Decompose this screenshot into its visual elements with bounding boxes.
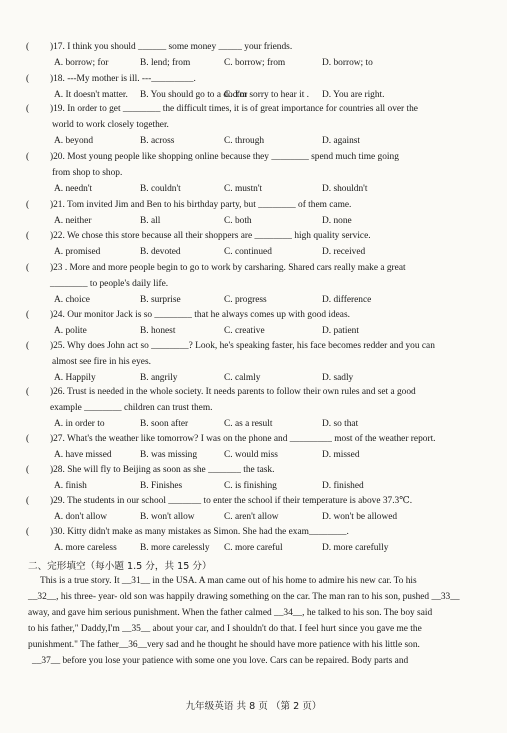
question-text: Most young people like shopping online because they ________ spend much time going <box>64 152 399 162</box>
option-c: C. calmly <box>224 373 261 383</box>
page-footer: 九年级英语 共 8 页 （第 2 页） <box>185 701 322 712</box>
answer-paren: ( <box>26 465 30 475</box>
question-stem-wrap <box>50 261 476 276</box>
option-d: D. more carefully <box>322 543 389 553</box>
option-d: D. finished <box>322 481 364 491</box>
question-text: In order to get ________ the difficult times, it is of great importance for countries all over the <box>64 104 418 114</box>
question-stem-wrap <box>50 72 476 87</box>
question-number: )22. <box>50 231 65 241</box>
question-text: Why does John act so ________? Look, he's speaking faster, his face becomes redder and you can <box>64 341 435 351</box>
option-b: B. surprise <box>140 295 181 305</box>
question-stem-wrap <box>50 463 476 478</box>
option-b: B. was missing <box>140 450 198 460</box>
question-text: Our monitor Jack is so ________ that he always comes up with good ideas. <box>64 310 350 320</box>
option-d: D. against <box>322 136 361 146</box>
question-text: Trust is needed in the whole society. It needs parents to follow their own rules and set a good <box>64 387 416 397</box>
option-a: A. beyond <box>54 136 94 146</box>
question-stem-wrap <box>50 229 476 244</box>
option-b: B. honest <box>140 326 176 336</box>
option-c: C. mustn't <box>224 184 263 194</box>
answer-paren: ( <box>26 310 30 320</box>
option-d: D. shouldn't <box>322 184 368 194</box>
answer-paren: ( <box>26 231 30 241</box>
option-d: D. patient <box>322 326 359 336</box>
question-number: )29. <box>50 496 65 506</box>
question-text-line2: ________ to people's daily life. <box>50 279 169 289</box>
question-number: )24. <box>50 310 65 320</box>
passage-line: __32__, his three- year- old son was happily drawing something on the car. The man ran to his son, pushed __33__ <box>28 592 460 602</box>
option-b: B. devoted <box>140 247 181 257</box>
option-a: A. finish <box>54 481 87 491</box>
answer-paren: ( <box>26 527 30 537</box>
option-a: A. neither <box>54 216 92 226</box>
section-title: 二、完形填空（每小题 1.5 分，共 15 分） <box>28 561 212 572</box>
question-stem-wrap <box>50 525 476 540</box>
passage-line: away, and gave him serious punishment. When the father calmed __34__, he talked to his son. The boy said <box>28 608 433 618</box>
answer-paren: ( <box>26 152 30 162</box>
question-text: Kitty didn't make as many mistakes as Simon. She had the exam________. <box>64 527 349 537</box>
option-b: B. across <box>140 136 175 146</box>
option-d: D. borrow; to <box>322 58 373 68</box>
answer-paren: ( <box>26 200 30 210</box>
option-b: B. couldn't <box>140 184 181 194</box>
question-stem-wrap <box>50 385 476 400</box>
option-c: C. creative <box>224 326 265 336</box>
option-a: A. It doesn't matter. <box>54 90 128 100</box>
passage-line: to his father," Daddy,I'm __35__ about your car, and I shouldn't do that. I feel hurt since you gave me the <box>28 624 422 634</box>
answer-paren: ( <box>26 74 30 84</box>
option-b: B. won't allow <box>140 512 195 522</box>
option-b: B. Finishes <box>140 481 183 491</box>
option-c: C. as a result <box>224 419 273 429</box>
option-c: C. progress <box>224 295 267 305</box>
option-b: B. all <box>140 216 161 226</box>
question-text: The students in our school _______ to enter the school if their temperature is above 37.3℃. <box>64 496 413 506</box>
question-stem-wrap <box>50 40 476 55</box>
option-a: A. have missed <box>54 450 112 460</box>
answer-paren: ( <box>26 496 30 506</box>
question-stem-wrap <box>50 150 476 165</box>
question-stem-wrap <box>50 339 476 354</box>
option-a: A. choice <box>54 295 90 305</box>
question-stem-wrap <box>50 198 476 213</box>
question-text-line2: world to work closely together. <box>52 120 169 130</box>
question-number: )18. <box>50 74 65 84</box>
option-d: D. none <box>322 216 352 226</box>
answer-paren: ( <box>26 434 30 444</box>
question-stem-wrap <box>50 102 476 117</box>
question-stem-wrap <box>50 308 476 323</box>
option-b: B. more carelessly <box>140 543 210 553</box>
question-stem-wrap <box>50 494 476 509</box>
question-text: ---My mother is ill. ---_________. <box>64 74 196 84</box>
option-b: B. soon after <box>140 419 189 429</box>
passage-line: punishment." The father__36__very sad and he thought he should have more patience with his little son. <box>28 640 420 650</box>
answer-paren: ( <box>26 341 30 351</box>
option-a: A. needn't <box>54 184 93 194</box>
option-c: C. borrow; from <box>224 58 286 68</box>
option-b: B. You should go to a doctor <box>140 90 248 100</box>
option-d: D. sadly <box>322 373 354 383</box>
question-number: )17. <box>50 42 65 52</box>
option-c: C. more careful <box>224 543 283 553</box>
question-number: )28. <box>50 465 65 475</box>
option-a: A. don't allow <box>54 512 107 522</box>
passage-line: This is a true story. It __31__ in the USA. A man came out of his home to admire his new car. To his <box>40 576 417 586</box>
option-a: A. in order to <box>54 419 105 429</box>
question-stem-wrap <box>50 432 476 447</box>
answer-paren: ( <box>26 104 30 114</box>
option-a: A. promised <box>54 247 101 257</box>
answer-paren: ( <box>26 42 30 52</box>
option-d: D. received <box>322 247 366 257</box>
answer-paren: ( <box>26 387 30 397</box>
option-a: A. more careless <box>54 543 117 553</box>
passage-line: __37__ before you lose your patience with some one you love. Cars can be repaired. Body parts and <box>32 656 409 666</box>
option-c: C. both <box>224 216 252 226</box>
option-a: A. polite <box>54 326 87 336</box>
question-text: She will fly to Beijing as soon as she _______ the task. <box>64 465 275 475</box>
question-text: I think you should ______ some money _____ your friends. <box>64 42 293 52</box>
question-text: Tom invited Jim and Ben to his birthday party, but ________ of them came. <box>64 200 352 210</box>
option-a: A. borrow; for <box>54 58 109 68</box>
option-d: D. so that <box>322 419 359 429</box>
question-number: )26. <box>50 387 65 397</box>
option-c: C. would miss <box>224 450 278 460</box>
question-number: )25. <box>50 341 65 351</box>
option-d: D. won't be allowed <box>322 512 398 522</box>
option-c: C. aren't allow <box>224 512 279 522</box>
question-text: What's the weather like tomorrow? I was on the phone and _________ most of the weather report. <box>64 434 436 444</box>
question-number: )20. <box>50 152 65 162</box>
question-text: More and more people begin to go to work by carsharing. Shared cars really make a great <box>67 263 406 273</box>
option-c: C. through <box>224 136 265 146</box>
answer-paren: ( <box>26 263 30 273</box>
option-b: B. angrily <box>140 373 178 383</box>
option-c: C. I'm sorry to hear it . <box>224 90 310 100</box>
question-number: )23 . <box>50 263 68 273</box>
question-number: )21. <box>50 200 65 210</box>
option-d: D. difference <box>322 295 372 305</box>
question-number: )30. <box>50 527 65 537</box>
option-c: C. is finishing <box>224 481 277 491</box>
option-d: D. You are right. <box>322 90 385 100</box>
option-a: A. Happily <box>54 373 96 383</box>
question-number: )27. <box>50 434 65 444</box>
question-text-line2: example ________ children can trust them. <box>50 403 213 413</box>
option-c: C. continued <box>224 247 272 257</box>
option-b: B. lend; from <box>140 58 191 68</box>
question-text-line2: from shop to shop. <box>52 168 123 178</box>
question-text: We chose this store because all their shoppers are ________ high quality service. <box>64 231 371 241</box>
option-d: D. missed <box>322 450 360 460</box>
question-text-line2: almost see fire in his eyes. <box>52 357 151 367</box>
question-number: )19. <box>50 104 65 114</box>
